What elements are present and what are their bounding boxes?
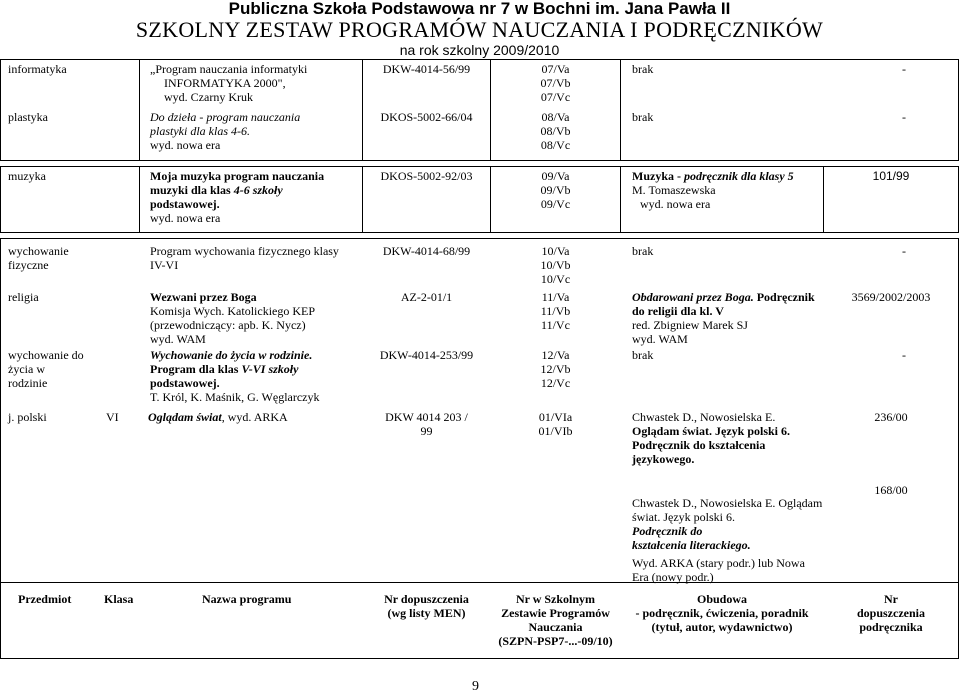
school-name: Publiczna Szkoła Podstawowa nr 7 w Bochni im. Jana Pawła II <box>228 0 731 18</box>
class-code: 11/Vc <box>541 318 570 332</box>
book-muzyka <box>632 169 794 211</box>
book-plastyka: brak <box>632 110 654 124</box>
book-author: red. Zbigniew Marek SJ <box>632 318 748 332</box>
class-code: 10/Vc <box>540 272 571 286</box>
nr-line: 99 <box>420 424 433 438</box>
subject-line: wychowanie do <box>8 348 84 362</box>
grid-line <box>0 166 1 232</box>
header-line: Nauczania <box>528 620 583 634</box>
class-code: 11/Vb <box>540 304 571 318</box>
header-line: Nr dopuszczenia <box>384 592 469 606</box>
subject-line: fizyczne <box>8 258 49 272</box>
nr-religia: AZ-2-01/1 <box>400 290 453 304</box>
subject-religia: religia <box>8 290 39 304</box>
book-title: Oglądam świat. Język polski 6. <box>632 424 791 438</box>
program-line: Program wychowania fizycznego klasy <box>150 244 339 258</box>
book-line: kształcenia literackiego. <box>632 538 751 552</box>
grid-line <box>0 238 1 582</box>
program-plastyka <box>150 110 300 152</box>
grid-line <box>0 232 959 233</box>
nr-wdz: DKW-4014-253/99 <box>379 348 474 362</box>
program-line: muzyki dla klas <box>150 183 234 197</box>
subject-wf <box>8 244 69 272</box>
book-title: Podręcznik do kształcenia <box>632 438 766 452</box>
book-nr-plastyka: - <box>902 110 906 124</box>
program-line: Program dla klas <box>150 362 242 376</box>
class-code: 01/VIa <box>538 410 573 424</box>
program-line: plastyki dla klas 4-6. <box>150 124 250 138</box>
subject-wdz <box>8 348 84 390</box>
program-wdz <box>150 348 320 404</box>
book-title: Obdarowani przez Boga. <box>632 290 754 304</box>
program-publisher: wyd. nowa era <box>150 211 221 225</box>
grid-line <box>139 59 140 160</box>
program-line: Moja muzyka program nauczania <box>150 169 325 183</box>
subject-muzyka: muzyka <box>8 169 46 183</box>
class-code: 11/Va <box>541 290 570 304</box>
book2-polski <box>632 496 822 552</box>
class-code: 12/Vc <box>540 376 571 390</box>
publisher-line: Wyd. ARKA (stary podr.) lub Nowa <box>632 556 805 570</box>
program-line: Wychowanie do życia w rodzinie. <box>150 348 313 362</box>
col-header-nr-podrecznika <box>824 592 958 634</box>
header-line: (tytuł, autor, wydawnictwo) <box>651 620 793 634</box>
grid-line <box>620 166 621 232</box>
classes-wf <box>491 244 620 286</box>
book-publisher: wyd. nowa era <box>640 197 711 211</box>
book-nr-muzyka: 101/99 <box>872 169 910 183</box>
col-header-nr-szpn <box>491 592 620 648</box>
book-line: Podręcznik do <box>632 524 703 538</box>
nr-polski <box>363 410 490 438</box>
classes-informatyka <box>491 62 620 104</box>
program-line: Do dzieła - program nauczania <box>150 110 301 124</box>
program-line: Komisja Wych. Katolickiego KEP <box>150 304 316 318</box>
header-line: Nr w Szkolnym <box>515 592 596 606</box>
document-title: SZKOLNY ZESTAW PROGRAMÓW NAUCZANIA I PODRĘCZNIKÓW <box>135 17 824 42</box>
subject-line: wychowanie <box>8 244 69 258</box>
header-line: Zestawie Programów <box>501 606 610 620</box>
book-nr-informatyka: - <box>902 62 906 76</box>
book1-polski <box>632 410 790 466</box>
book-author: Chwastek D., Nowosielska E. <box>632 410 776 424</box>
program-line: IV-VI <box>150 258 179 272</box>
classes-polski <box>491 410 620 438</box>
program-line: podstawowej. <box>150 376 220 390</box>
grid-line <box>0 238 959 239</box>
subject-line: rodzinie <box>8 376 48 390</box>
program-line: podstawowej. <box>150 197 220 211</box>
header-line: Obudowa <box>696 592 748 606</box>
school-year: na rok szkolny 2009/2010 <box>399 42 560 58</box>
header-line: dopuszczenia <box>856 606 925 620</box>
program-line: INFORMATYKA 2000", <box>164 76 286 90</box>
grid-line <box>0 59 1 160</box>
program-publisher: , wyd. ARKA <box>221 410 288 424</box>
class-code: 08/Vb <box>540 124 571 138</box>
class-code: 09/Vb <box>540 183 571 197</box>
class-code: 07/Va <box>541 62 570 76</box>
classes-plastyka <box>491 110 620 152</box>
header-line: - podręcznik, ćwiczenia, poradnik <box>635 606 809 620</box>
nr-informatyka: DKW-4014-56/99 <box>382 62 471 76</box>
program-religia <box>150 290 315 346</box>
class-code: 09/Vc <box>540 197 571 211</box>
book2-nr-polski: 168/00 <box>874 483 908 497</box>
subject-polski: j. polski <box>8 410 47 424</box>
grid-line <box>0 160 959 161</box>
program-line: wyd. WAM <box>150 332 206 346</box>
nr-wf: DKW-4014-68/99 <box>382 244 471 258</box>
class-code: 08/Vc <box>540 138 571 152</box>
class-code: 01/VIb <box>538 424 573 438</box>
col-header-nazwa-programu: Nazwa programu <box>202 592 292 606</box>
grid-line <box>0 582 1 658</box>
book-line: świat. Język polski 6. <box>632 510 735 524</box>
book-title: Muzyka - <box>632 169 684 183</box>
program-polski <box>148 410 288 424</box>
class-code: 12/Vb <box>540 362 571 376</box>
class-code: 10/Vb <box>540 258 571 272</box>
page-number: 9 <box>472 679 479 694</box>
program-line: „Program nauczania informatyki <box>150 62 308 76</box>
book-line: Chwastek D., Nowosielska E. Oglądam <box>632 496 823 510</box>
classes-muzyka <box>491 169 620 211</box>
subject-informatyka: informatyka <box>8 62 67 76</box>
book-publisher-polski <box>632 556 805 584</box>
book-publisher: wyd. WAM <box>632 332 688 346</box>
grid-line <box>0 166 959 167</box>
book-nr-wdz: - <box>902 348 906 362</box>
program-line: wyd. Czarny Kruk <box>164 90 253 104</box>
class-polski: VI <box>106 410 119 424</box>
book-nr-religia: 3569/2002/2003 <box>851 290 931 304</box>
class-code: 10/Va <box>541 244 570 258</box>
subject-line: życia w <box>8 362 45 376</box>
nr-muzyka: DKOS-5002-92/03 <box>380 169 473 183</box>
classes-religia <box>491 290 620 332</box>
book-author: M. Tomaszewska <box>632 183 716 197</box>
col-header-klasa: Klasa <box>104 592 134 606</box>
header-line: (wg listy MEN) <box>387 606 466 620</box>
program-line: (przewodniczący: apb. K. Nycz) <box>150 318 306 332</box>
program-authors: T. Król, K. Maśnik, G. Węglarczyk <box>150 390 320 404</box>
header-line: podręcznika <box>859 620 923 634</box>
class-code: 07/Vc <box>540 90 571 104</box>
book-religia <box>632 290 815 346</box>
book-wdz: brak <box>632 348 654 362</box>
class-code: 09/Va <box>541 169 570 183</box>
book-title: podręcznik dla klasy 5 <box>684 169 794 183</box>
book-title: do religii dla kl. V <box>632 304 724 318</box>
book-nr-wf: - <box>902 244 906 258</box>
header-line: (SZPN-PSP7-...-09/10) <box>498 634 613 648</box>
grid-line <box>620 59 621 160</box>
book-title: językowego. <box>632 452 695 466</box>
nr-plastyka: DKOS-5002-66/04 <box>380 110 473 124</box>
col-header-obudowa <box>621 592 823 634</box>
classes-wdz <box>491 348 620 390</box>
program-wf <box>150 244 339 272</box>
book-informatyka: brak <box>632 62 654 76</box>
book-wf: brak <box>632 244 654 258</box>
subject-plastyka: plastyka <box>8 110 48 124</box>
book-title: Podręcznik <box>753 290 815 304</box>
program-title: Oglądam świat <box>148 410 222 424</box>
grid-line <box>0 582 959 583</box>
program-muzyka <box>150 169 324 225</box>
col-header-nr-dopuszczenia <box>363 592 490 620</box>
grid-line <box>0 658 959 659</box>
publisher-line: Era (nowy podr.) <box>632 570 714 584</box>
grid-line <box>0 59 959 60</box>
program-line: 4-6 szkoły <box>233 183 283 197</box>
program-publisher: wyd. nowa era <box>150 138 221 152</box>
grid-line <box>139 166 140 232</box>
class-code: 12/Va <box>541 348 570 362</box>
program-line: Wezwani przez Boga <box>150 290 257 304</box>
nr-line: DKW 4014 203 / <box>385 410 468 424</box>
class-code: 08/Va <box>541 110 570 124</box>
class-code: 07/Vb <box>540 76 571 90</box>
program-informatyka <box>150 62 307 104</box>
program-line: V-VI szkoły <box>241 362 299 376</box>
col-header-przedmiot: Przedmiot <box>18 592 72 606</box>
book1-nr-polski: 236/00 <box>874 410 908 424</box>
header-line: Nr <box>884 592 898 606</box>
